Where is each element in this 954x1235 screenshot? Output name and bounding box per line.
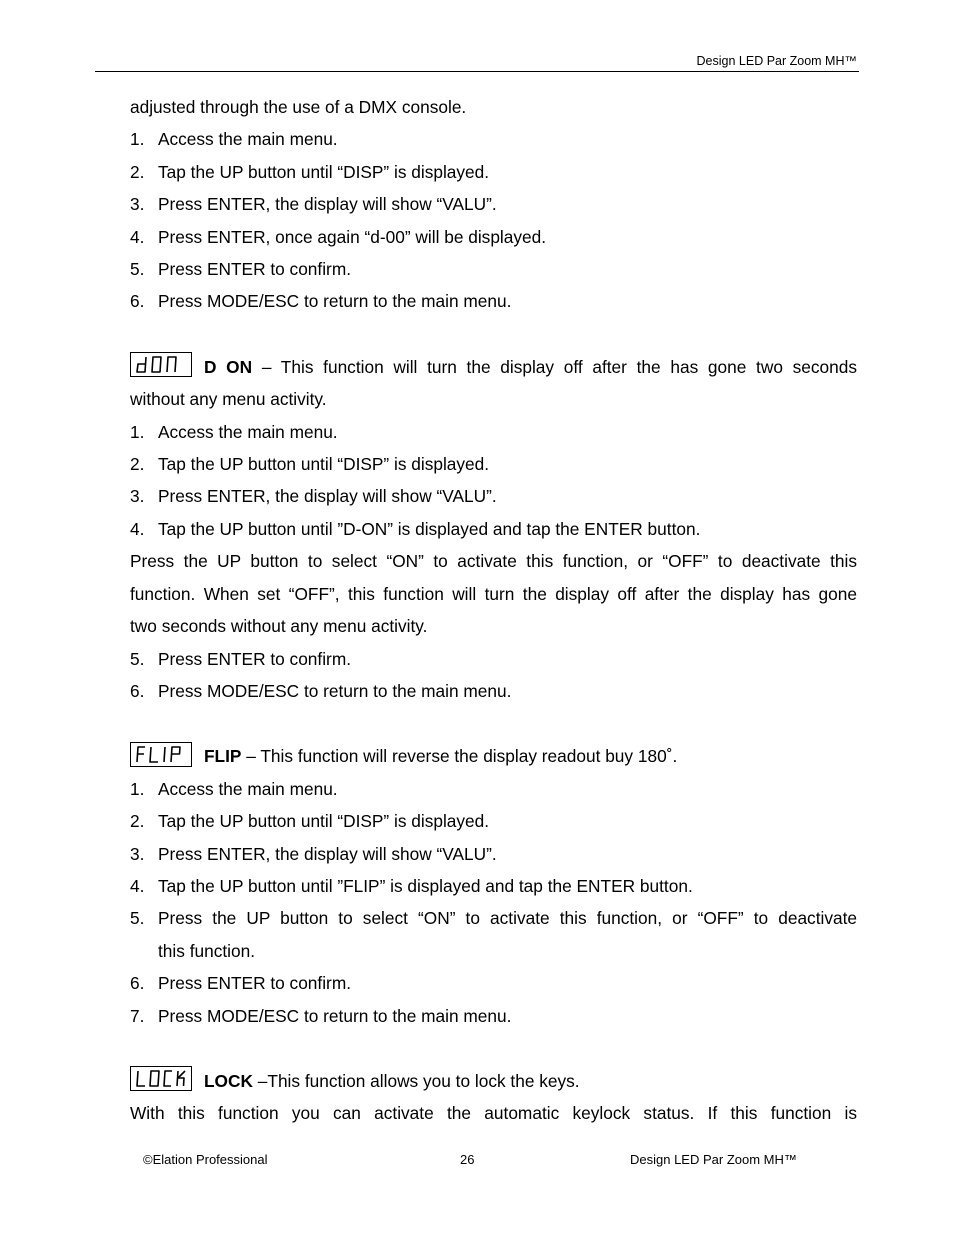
lock-desc: –This function allows you to lock the keys. [257, 1070, 580, 1091]
step-number: 4. [130, 518, 145, 539]
step-number: 6. [130, 680, 145, 701]
step-number: 1. [130, 421, 145, 442]
list-item [130, 480, 857, 512]
flip-desc-line [204, 740, 857, 772]
step-text-continued: this function. [158, 940, 256, 961]
section1-steps [130, 123, 857, 317]
list-item [130, 123, 857, 155]
step-text: Access the main menu. [158, 129, 338, 150]
step-number: 4. [130, 875, 145, 896]
header-rule [95, 71, 859, 72]
step-text: Access the main menu. [158, 421, 338, 442]
list-item [130, 285, 857, 317]
flip-name: FLIP [204, 746, 242, 767]
step-number: 3. [130, 843, 145, 864]
step-text: Access the main menu. [158, 778, 338, 799]
step-text: Press ENTER, once again “d-00” will be displayed. [158, 226, 547, 247]
don-para-line: two seconds without any menu activity. [130, 616, 428, 637]
lock-para-line: With this function you can activate the automatic keylock status. If this function is [130, 1103, 857, 1124]
list-item [130, 967, 857, 999]
lcd-display-flip [130, 742, 192, 767]
list-item [130, 870, 857, 902]
lcd-display-lock [130, 1066, 192, 1091]
step-text: Press ENTER, the display will show “VALU”. [158, 486, 497, 507]
don-desc-line1 [204, 351, 857, 383]
step-number: 4. [130, 226, 145, 247]
don-desc: – This function will turn the display off after the has gone two seconds [261, 356, 857, 377]
lcd-display-don [130, 352, 192, 377]
list-item [130, 805, 857, 837]
lcd-d0n-glyph [134, 355, 190, 374]
step-text: Press ENTER, the display will show “VALU”. [158, 194, 497, 215]
step-text: Press MODE/ESC to return to the main menu. [158, 1005, 512, 1026]
lock-heading [130, 1065, 857, 1097]
list-item [130, 675, 857, 707]
list-item [130, 838, 857, 870]
step-number: 3. [130, 486, 145, 507]
list-item [130, 221, 857, 253]
lock-desc-line [204, 1065, 857, 1097]
step-text: Press MODE/ESC to return to the main menu. [158, 291, 512, 312]
lock-name: LOCK [204, 1070, 253, 1091]
step-number: 5. [130, 259, 145, 280]
step-text: Tap the UP button until “DISP” is displayed. [158, 454, 490, 475]
header-title: Design LED Par Zoom MH™ [696, 54, 857, 68]
don-para-line: Press the UP button to select “ON” to activate this function, or “OFF” to deactivate this [130, 551, 857, 572]
don-name: D ON [204, 356, 253, 377]
list-item [130, 416, 857, 448]
step-text: Tap the UP button until “DISP” is displayed. [158, 161, 490, 182]
step-text: Tap the UP button until “DISP” is displayed. [158, 811, 490, 832]
lcd-flip-glyph [134, 745, 190, 764]
footer-copyright: ©Elation Professional [143, 1152, 268, 1167]
list-item [130, 448, 857, 480]
step-number: 5. [130, 908, 145, 929]
step-text: Press MODE/ESC to return to the main menu. [158, 680, 512, 701]
step-text: Press ENTER to confirm. [158, 648, 352, 669]
list-item [130, 253, 857, 285]
step-number: 2. [130, 161, 145, 182]
step-text: Tap the UP button until ”FLIP” is displayed and tap the ENTER button. [158, 875, 693, 896]
flip-desc: – This function will reverse the display readout buy 180˚. [246, 746, 678, 767]
step-text: Press ENTER to confirm. [158, 259, 352, 280]
don-desc-line2: without any menu activity. [130, 389, 327, 410]
step-number: 3. [130, 194, 145, 215]
list-item [130, 156, 857, 188]
step-number: 5. [130, 648, 145, 669]
step-text: Press ENTER, the display will show “VALU”. [158, 843, 497, 864]
page-body [130, 91, 857, 1130]
list-item [130, 188, 857, 220]
flip-heading [130, 740, 857, 772]
don-heading [130, 351, 857, 383]
footer-title: Design LED Par Zoom MH™ [630, 1152, 797, 1167]
step-number: 1. [130, 778, 145, 799]
step-text: Tap the UP button until ”D-ON” is displayed and tap the ENTER button. [158, 518, 701, 539]
lcd-lock-glyph [134, 1069, 190, 1088]
list-item [130, 902, 857, 967]
step-number: 2. [130, 454, 145, 475]
footer-page-number: 26 [460, 1152, 475, 1167]
intro-line: adjusted through the use of a DMX console. [130, 97, 467, 117]
step-number: 7. [130, 1005, 145, 1026]
step-number: 6. [130, 973, 145, 994]
don-para-line: function. When set “OFF”, this function will turn the display off after the display has gone [130, 583, 857, 604]
step-number: 6. [130, 291, 145, 312]
step-text: Press ENTER to confirm. [158, 973, 352, 994]
step-text: Press the UP button to select “ON” to activate this function, or “OFF” to deactivate [158, 908, 857, 929]
list-item [130, 513, 857, 545]
step-number: 2. [130, 811, 145, 832]
list-item [130, 1000, 857, 1032]
step-number: 1. [130, 129, 145, 150]
list-item [130, 773, 857, 805]
list-item [130, 643, 857, 675]
